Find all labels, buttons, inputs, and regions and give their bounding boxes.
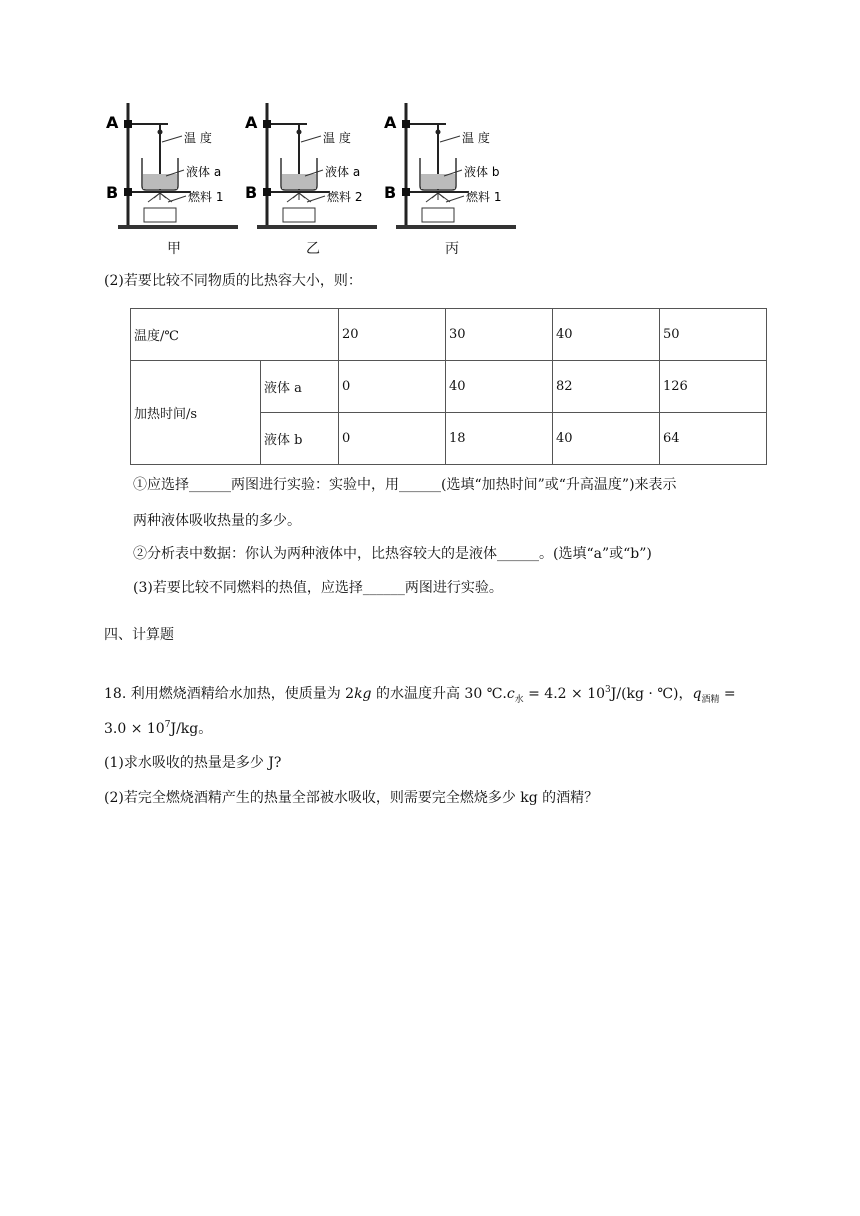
table-cell: 82 <box>553 361 660 413</box>
svg-text:A: A <box>106 113 119 132</box>
data-table <box>130 308 767 465</box>
subscript-water: 水 <box>514 695 524 705</box>
question-2-1-line2: 两种液体吸收热量的多少。 <box>133 513 301 529</box>
equation-part: = 4.2 × 10 <box>523 686 606 702</box>
exponent: 7 <box>164 720 171 730</box>
svg-text:A: A <box>245 113 258 132</box>
svg-text:温 度: 温 度 <box>462 131 490 145</box>
apparatus-diagram <box>243 98 383 238</box>
table-row <box>131 309 767 361</box>
table-cell: 30 <box>446 309 553 361</box>
svg-text:温 度: 温 度 <box>323 131 351 145</box>
svg-text:燃料 2: 燃料 2 <box>327 190 363 204</box>
problem-18-text: 18. 利用燃烧酒精给水加热，使质量为 2 <box>104 686 355 702</box>
section-heading: 四、计算题 <box>104 627 174 643</box>
table-cell: 0 <box>339 413 446 465</box>
unit-text: J/kg。 <box>170 721 213 737</box>
table-cell: 0 <box>339 361 446 413</box>
svg-text:温 度: 温 度 <box>184 131 212 145</box>
row-label-cell: 液体 a <box>261 361 339 413</box>
problem-18-line2 <box>104 718 212 738</box>
unit-kg: kg <box>354 686 372 702</box>
problem-18-text: 的水温度升高 30 ℃. <box>371 686 507 702</box>
figure-jia <box>104 98 244 260</box>
table-cell: 20 <box>339 309 446 361</box>
row-label-cell: 液体 b <box>261 413 339 465</box>
question-2-1-line1: ①应选择______两图进行实验：实验中，用______(选填“加热时间”或“升高温度”)来表示 <box>133 477 677 493</box>
exponent: 3 <box>605 685 611 695</box>
question-3: (3)若要比较不同燃料的热值，应选择______两图进行实验。 <box>133 580 503 596</box>
table-cell: 40 <box>553 309 660 361</box>
figure-label: 乙 <box>306 241 320 257</box>
question-18-1: (1)求水吸收的热量是多少 J? <box>104 755 282 771</box>
apparatus-diagram <box>382 98 522 238</box>
table-cell: 40 <box>553 413 660 465</box>
question-18-2: (2)若完全燃烧酒精产生的热量全部被水吸收，则需要完全燃烧多少 kg 的酒精？ <box>104 790 599 806</box>
symbol-q: q <box>692 686 702 702</box>
svg-text:A: A <box>384 113 397 132</box>
figure-label: 甲 <box>167 241 181 257</box>
figure-yi <box>243 98 383 260</box>
table-cell: 126 <box>660 361 767 413</box>
symbol-c: c <box>506 686 515 702</box>
table-cell: 40 <box>446 361 553 413</box>
subscript-alcohol: 酒精 <box>701 695 720 705</box>
svg-text:液体 a: 液体 a <box>186 165 222 179</box>
apparatus-diagram <box>104 98 244 238</box>
problem-18-line1 <box>104 683 736 703</box>
time-header-cell: 加热时间/s <box>131 361 261 465</box>
svg-text:液体 b: 液体 b <box>464 165 500 179</box>
svg-text:B: B <box>106 183 119 202</box>
question-2-intro: (2)若要比较不同物质的比热容大小，则： <box>104 273 362 289</box>
question-2-2: ②分析表中数据：你认为两种液体中，比热容较大的是液体______。(选填“a”或“b”) <box>133 546 652 562</box>
figure-bing <box>382 98 522 260</box>
table-cell: 18 <box>446 413 553 465</box>
svg-text:燃料 1: 燃料 1 <box>188 190 224 204</box>
figure-label: 丙 <box>445 241 459 257</box>
temp-header-cell: 温度/℃ <box>131 309 339 361</box>
svg-text:液体 a: 液体 a <box>325 165 361 179</box>
equation-part: = <box>719 686 736 702</box>
table-row <box>131 361 767 413</box>
equation-part: 3.0 × 10 <box>104 721 165 737</box>
svg-text:燃料 1: 燃料 1 <box>466 190 502 204</box>
svg-text:B: B <box>245 183 258 202</box>
svg-text:B: B <box>384 183 397 202</box>
table-cell: 64 <box>660 413 767 465</box>
unit-text: J/(kg · ℃)， <box>610 686 693 702</box>
table-cell: 50 <box>660 309 767 361</box>
